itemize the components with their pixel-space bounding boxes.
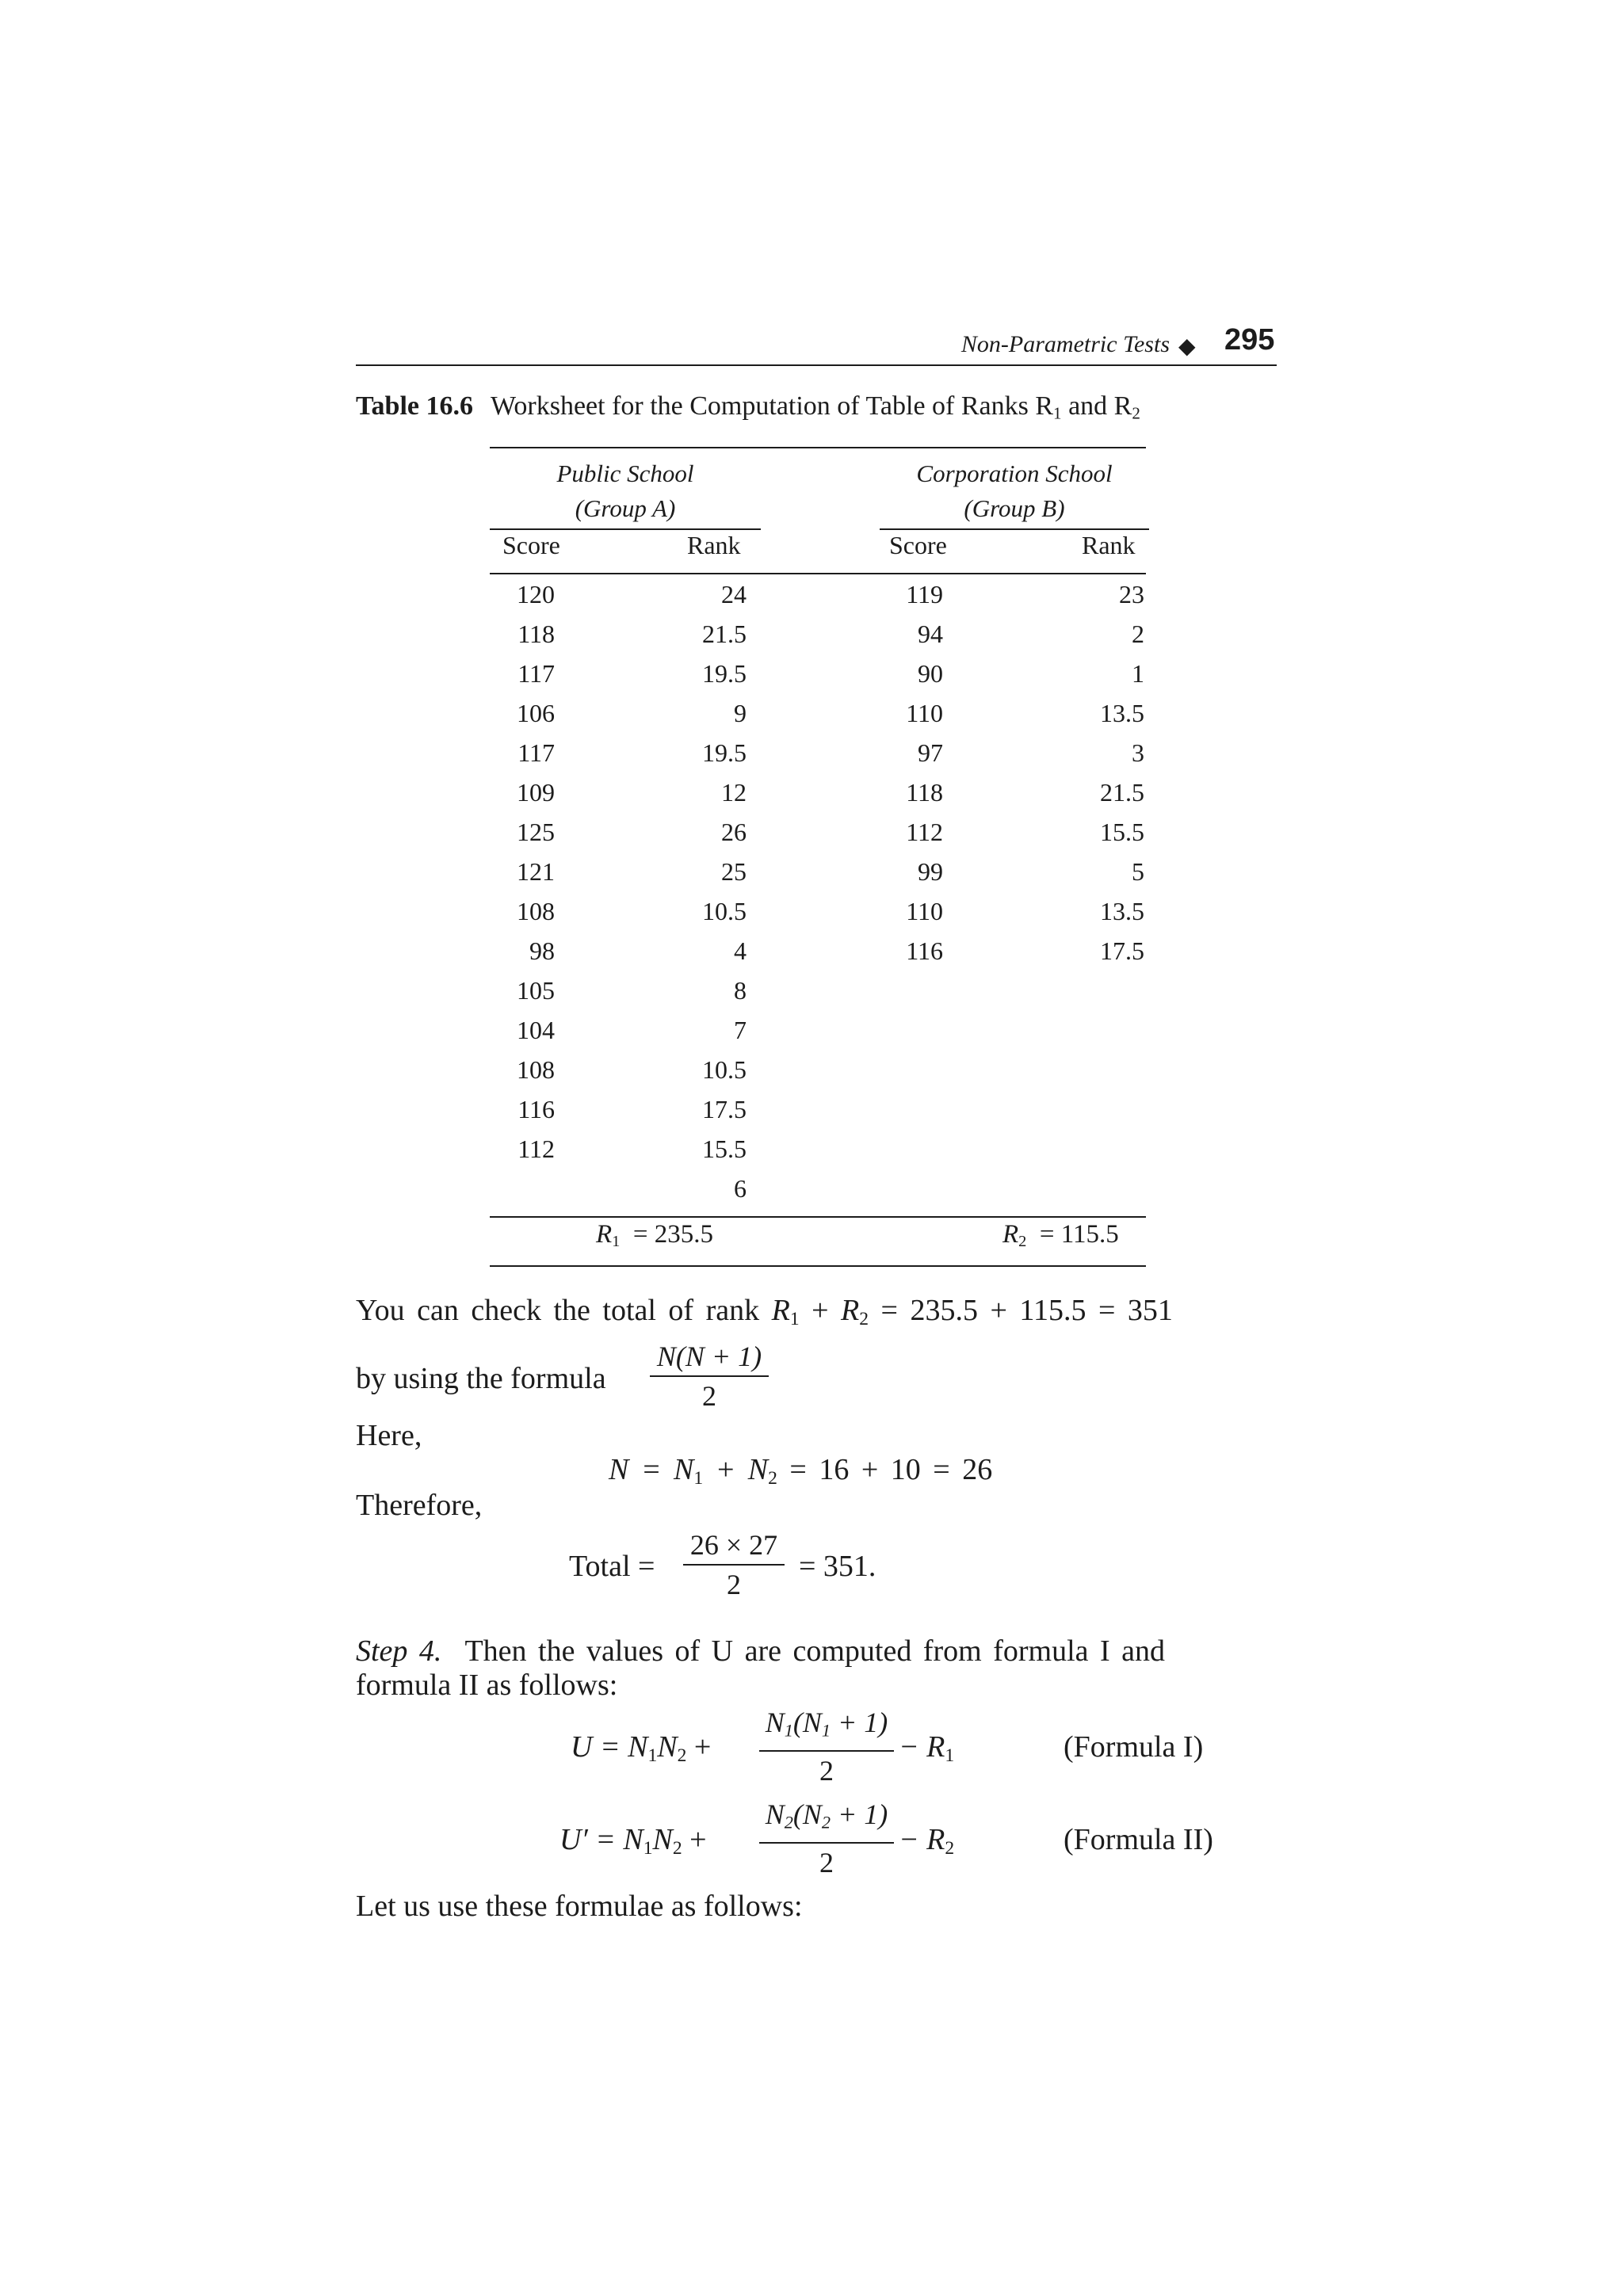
b-rank-cell: 21.5 bbox=[1100, 778, 1144, 807]
formula-numerator: N(N + 1) bbox=[656, 1341, 762, 1372]
total-label: Total = bbox=[569, 1550, 655, 1583]
formula-1-minus: − $R_1$ bbox=[899, 1730, 955, 1766]
b-score-cell: 110 bbox=[906, 699, 943, 727]
formula-2-lhs: $U' = N_1N_2$ + bbox=[559, 1823, 707, 1859]
caption-sub1: 1 bbox=[1053, 403, 1062, 423]
b-score-column bbox=[864, 574, 943, 971]
b-rank-cell: 13.5 bbox=[1100, 699, 1144, 727]
header-rule bbox=[356, 364, 1277, 366]
check-result: = 235.5 + 115.5 = 351 bbox=[869, 1294, 1173, 1327]
a-score-cell: 108 bbox=[517, 897, 555, 925]
sum-r1-sub: 1 bbox=[612, 1233, 621, 1251]
a-rank-cell: 15.5 bbox=[702, 1135, 747, 1163]
a-score-cell: 105 bbox=[517, 976, 555, 1005]
table-bottom-rule bbox=[490, 1265, 1146, 1267]
a-score-cell: 125 bbox=[517, 818, 555, 846]
table-label: Table 16.6 bbox=[356, 391, 474, 421]
a-score-cell: 116 bbox=[517, 1095, 555, 1123]
formula-2-minus: − $R_2$ bbox=[899, 1823, 955, 1859]
table-caption bbox=[356, 391, 1140, 423]
a-rank-cell: 10.5 bbox=[702, 1055, 747, 1084]
b-score-cell: 110 bbox=[906, 897, 943, 925]
sum-r1-symbol: R bbox=[596, 1220, 613, 1249]
caption-and: and R bbox=[1061, 391, 1132, 421]
a-rank-cell: 8 bbox=[734, 976, 747, 1005]
step-label: Step 4. bbox=[356, 1634, 442, 1668]
a-rank-cell: 25 bbox=[721, 857, 747, 886]
a-rank-cell: 26 bbox=[721, 818, 747, 846]
n-eq-b: + N bbox=[703, 1453, 769, 1486]
formula-1-lhs: $U = N_1N_2$ + bbox=[571, 1730, 712, 1766]
a-rank-cell: 21.5 bbox=[702, 620, 747, 648]
b-rank-cell: 1 bbox=[1132, 659, 1144, 688]
total-fraction bbox=[683, 1527, 785, 1602]
b-score-cell: 118 bbox=[906, 778, 943, 807]
table-top-rule bbox=[490, 447, 1146, 448]
page-number: 295 bbox=[1224, 323, 1275, 357]
group-b-line1: Corporation School bbox=[916, 460, 1113, 487]
a-score-column bbox=[475, 574, 555, 1208]
a-score-cell: 120 bbox=[517, 580, 555, 608]
formula-1-fraction: $N_1(N_1 + 1)$ 2 bbox=[759, 1705, 894, 1788]
a-score-cell: 104 bbox=[517, 1016, 555, 1044]
b-score-cell: 112 bbox=[906, 818, 943, 846]
b-rank-cell: 13.5 bbox=[1100, 897, 1144, 925]
total-result: = 351. bbox=[799, 1550, 876, 1583]
formula-fraction bbox=[650, 1339, 769, 1413]
b-rank-cell: 23 bbox=[1119, 580, 1144, 608]
a-score-cell: 117 bbox=[517, 738, 555, 767]
a-rank-cell: 6 bbox=[734, 1174, 747, 1203]
step-4-line-2: formula II as follows: bbox=[356, 1669, 618, 1702]
a-rank-cell: 9 bbox=[734, 699, 747, 727]
b-score-cell: 90 bbox=[918, 659, 943, 688]
formula-denominator: 2 bbox=[702, 1380, 716, 1412]
a-rank-cell: 10.5 bbox=[702, 897, 747, 925]
b-rank-cell: 15.5 bbox=[1100, 818, 1144, 846]
n-eq-a: N = N bbox=[609, 1453, 694, 1486]
u-lhs: U = N bbox=[571, 1730, 648, 1764]
a-score-cell: 112 bbox=[517, 1135, 555, 1163]
total-denominator: 2 bbox=[727, 1569, 741, 1600]
group-a-rule bbox=[490, 528, 761, 530]
a-score-cell bbox=[475, 1169, 555, 1208]
sum-r2-symbol: R bbox=[1002, 1220, 1019, 1249]
check-line: You can check the total of rank $R_1 + R_2 = 235.5 + 115.5 = 351$ bbox=[356, 1294, 1173, 1329]
therefore-text: Therefore, bbox=[356, 1489, 483, 1522]
a-score-cell: 106 bbox=[517, 699, 555, 727]
step-4-line bbox=[356, 1634, 1165, 1669]
a-rank-header: Rank bbox=[687, 531, 741, 559]
a-rank-cell: 7 bbox=[734, 1016, 747, 1044]
caption-sub2: 2 bbox=[1132, 403, 1140, 423]
sum-r1-value: = 235.5 bbox=[632, 1220, 714, 1249]
b-rank-cell: 17.5 bbox=[1100, 936, 1144, 965]
a-score-cell: 117 bbox=[517, 659, 555, 688]
b-score-header: Score bbox=[889, 531, 947, 559]
step-text: Then the values of U are computed from formula I and bbox=[464, 1634, 1166, 1668]
b-rank-header: Rank bbox=[1082, 531, 1136, 559]
a-rank-cell: 17.5 bbox=[702, 1095, 747, 1123]
a-score-cell: 108 bbox=[517, 1055, 555, 1084]
group-b-rule bbox=[880, 528, 1149, 530]
b-score-cell: 116 bbox=[906, 936, 943, 965]
a-score-cell: 109 bbox=[517, 778, 555, 807]
a-score-header: Score bbox=[502, 531, 560, 559]
b-score-cell: 119 bbox=[906, 580, 943, 608]
sum-r2-sub: 2 bbox=[1018, 1233, 1027, 1251]
b-score-cell: 97 bbox=[918, 738, 943, 767]
a-score-cell: 121 bbox=[517, 857, 555, 886]
running-title: Non-Parametric Tests bbox=[960, 331, 1170, 357]
a-rank-cell: 4 bbox=[734, 936, 747, 965]
b-rank-cell: 5 bbox=[1132, 857, 1144, 886]
group-b-heading bbox=[880, 456, 1149, 526]
sum-r1 bbox=[596, 1220, 713, 1251]
group-a-line2: (Group A) bbox=[575, 494, 676, 522]
u-mid: N bbox=[657, 1730, 678, 1764]
up-lhs: U′ = N bbox=[559, 1823, 643, 1856]
header-bottom-rule bbox=[490, 573, 1146, 574]
n-equation: $N = N_1 + N_2 = 16 + 10 = 26$ bbox=[609, 1453, 993, 1489]
let-us-text: Let us use these formulae as follows: bbox=[356, 1890, 803, 1923]
b-rank-column bbox=[1087, 574, 1144, 971]
sum-r2-value: = 115.5 bbox=[1039, 1220, 1119, 1249]
a-score-cell: 98 bbox=[529, 936, 555, 965]
b-rank-cell: 3 bbox=[1132, 738, 1144, 767]
formula-2-fraction: $N_2(N_2 + 1)$ 2 bbox=[759, 1797, 894, 1880]
a-rank-cell: 24 bbox=[721, 580, 747, 608]
check-text: You can check the total of rank bbox=[356, 1294, 772, 1327]
b-score-cell: 94 bbox=[918, 620, 943, 648]
u-plus: + bbox=[686, 1730, 712, 1764]
here-text: Here, bbox=[356, 1419, 422, 1452]
group-a-line1: Public School bbox=[556, 460, 694, 487]
b-rank-cell: 2 bbox=[1132, 620, 1144, 648]
a-rank-cell: 19.5 bbox=[702, 659, 747, 688]
a-rank-column bbox=[691, 574, 747, 1208]
diamond-icon: ◆ bbox=[1178, 334, 1196, 359]
a-rank-cell: 19.5 bbox=[702, 738, 747, 767]
total-numerator: 26 × 27 bbox=[689, 1529, 778, 1561]
by-formula-text: by using the formula bbox=[356, 1362, 606, 1395]
a-rank-cell: 12 bbox=[721, 778, 747, 807]
formula-2-tag: (Formula II) bbox=[1064, 1823, 1213, 1856]
formula-1-tag: (Formula I) bbox=[1064, 1730, 1204, 1764]
group-a-heading bbox=[490, 456, 761, 526]
b-score-cell: 99 bbox=[918, 857, 943, 886]
sum-r2 bbox=[1002, 1220, 1119, 1251]
a-score-cell: 118 bbox=[517, 620, 555, 648]
u-minus: − R bbox=[899, 1730, 945, 1764]
n-eq-c: = 16 + 10 = 26 bbox=[777, 1453, 993, 1486]
caption-text: Worksheet for the Computation of Table of Ranks R bbox=[491, 391, 1054, 421]
group-b-line2: (Group B) bbox=[964, 494, 1065, 522]
sum-top-rule bbox=[490, 1216, 1146, 1218]
